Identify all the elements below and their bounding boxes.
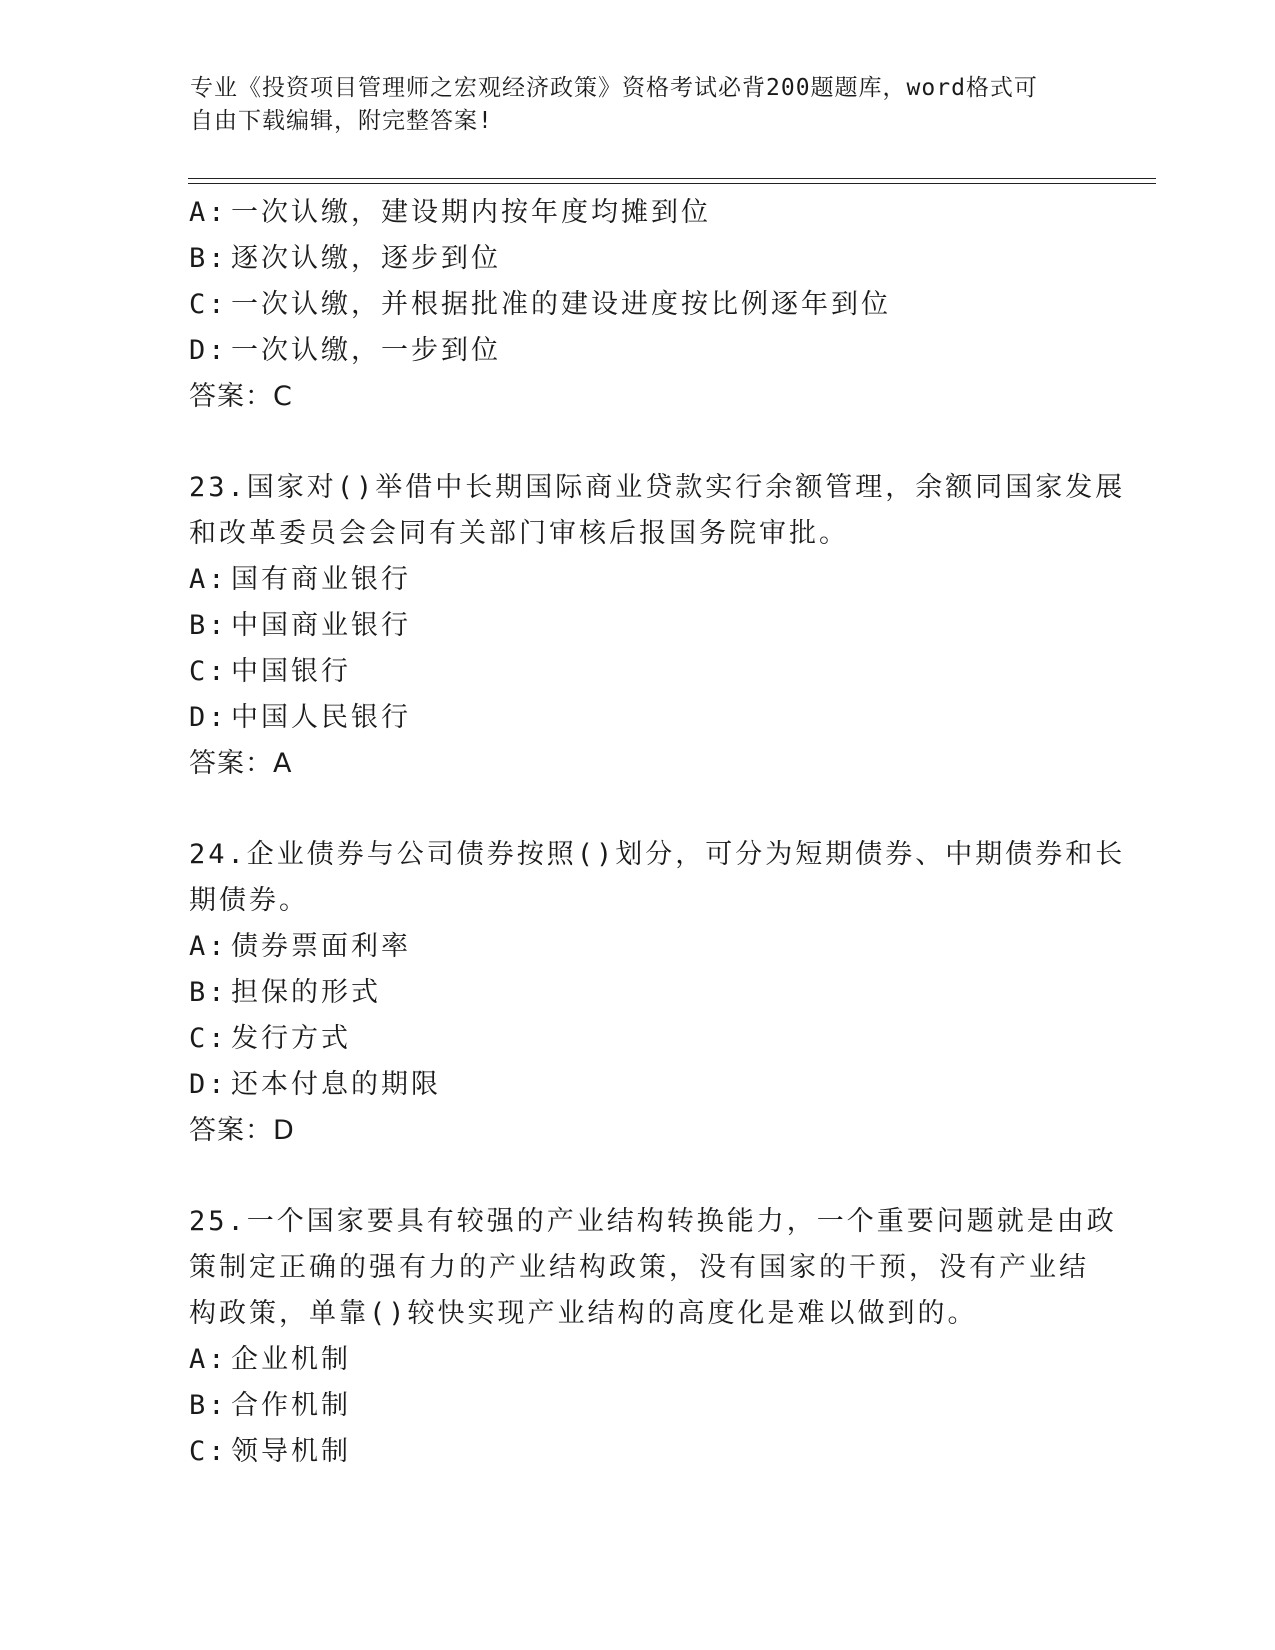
option-text: 一次认缴，一步到位 xyxy=(231,335,501,366)
option-c xyxy=(189,649,1089,695)
question-stem-line: 23.国家对()举借中长期国际商业贷款实行余额管理，余额同国家发展 xyxy=(189,472,1126,503)
option-b xyxy=(189,236,1089,282)
option-text: 逐次认缴，逐步到位 xyxy=(231,243,501,274)
option-key: A: xyxy=(189,931,228,962)
option-key: C: xyxy=(189,1023,228,1054)
header-rule-bottom xyxy=(188,183,1156,184)
answer-line: 答案：D xyxy=(189,1115,295,1146)
option-c xyxy=(189,1016,1089,1062)
option-a xyxy=(189,190,1089,236)
option-text: 中国银行 xyxy=(231,656,351,687)
header-line-2: 自由下载编辑，附完整答案! xyxy=(190,108,493,134)
header-line-1: 专业《投资项目管理师之宏观经济政策》资格考试必背200题题库，word格式可 xyxy=(190,75,1038,101)
option-key: A: xyxy=(189,1344,228,1375)
option-text: 一次认缴，建设期内按年度均摊到位 xyxy=(231,197,711,228)
question-stem-line: 24.企业债券与公司债券按照()划分，可分为短期债券、中期债券和长 xyxy=(189,839,1126,870)
option-a xyxy=(189,924,1089,970)
question-23 xyxy=(189,465,1126,787)
question-stem-line: 和改革委员会会同有关部门审核后报国务院审批。 xyxy=(189,518,849,549)
question-22 xyxy=(189,190,1089,420)
document-header xyxy=(190,72,1090,138)
option-text: 中国商业银行 xyxy=(231,610,411,641)
question-stem-line: 25.一个国家要具有较强的产业结构转换能力，一个重要问题就是由政 xyxy=(189,1206,1117,1237)
option-text: 国有商业银行 xyxy=(231,564,411,595)
option-key: A: xyxy=(189,564,228,595)
spacer xyxy=(189,787,1089,832)
spacer xyxy=(189,1154,1089,1199)
option-key: D: xyxy=(189,1069,228,1100)
option-text: 发行方式 xyxy=(231,1023,351,1054)
question-24 xyxy=(189,832,1126,1154)
option-a xyxy=(189,557,1089,603)
question-stem-line: 构政策，单靠()较快实现产业结构的高度化是难以做到的。 xyxy=(189,1298,978,1329)
option-text: 还本付息的期限 xyxy=(231,1069,441,1100)
header-rule-top xyxy=(188,178,1156,179)
option-key: A: xyxy=(189,197,228,228)
option-b xyxy=(189,970,1089,1016)
option-key: C: xyxy=(189,1436,228,1467)
spacer xyxy=(189,420,1089,465)
option-key: B: xyxy=(189,977,228,1008)
option-a xyxy=(189,1337,1089,1383)
question-25 xyxy=(189,1199,1117,1475)
option-d xyxy=(189,1062,1089,1108)
option-text: 一次认缴，并根据批准的建设进度按比例逐年到位 xyxy=(231,289,891,320)
option-text: 企业机制 xyxy=(231,1344,351,1375)
option-key: D: xyxy=(189,702,228,733)
option-key: B: xyxy=(189,243,228,274)
option-text: 中国人民银行 xyxy=(231,702,411,733)
option-text: 领导机制 xyxy=(231,1436,351,1467)
option-b xyxy=(189,603,1089,649)
option-key: D: xyxy=(189,335,228,366)
question-stem-line: 期债券。 xyxy=(189,885,309,916)
option-key: C: xyxy=(189,656,228,687)
option-text: 担保的形式 xyxy=(231,977,381,1008)
option-key: B: xyxy=(189,1390,228,1421)
question-stem-line: 策制定正确的强有力的产业结构政策，没有国家的干预，没有产业结 xyxy=(189,1252,1089,1283)
answer-line: 答案：C xyxy=(189,381,293,412)
option-c xyxy=(189,282,1089,328)
option-b xyxy=(189,1383,1089,1429)
answer-line: 答案：A xyxy=(189,748,293,779)
question-content xyxy=(189,190,1126,1475)
option-text: 债券票面利率 xyxy=(231,931,411,962)
option-d xyxy=(189,328,1089,374)
option-text: 合作机制 xyxy=(231,1390,351,1421)
option-key: B: xyxy=(189,610,228,641)
option-c xyxy=(189,1429,1089,1475)
option-d xyxy=(189,695,1089,741)
option-key: C: xyxy=(189,289,228,320)
